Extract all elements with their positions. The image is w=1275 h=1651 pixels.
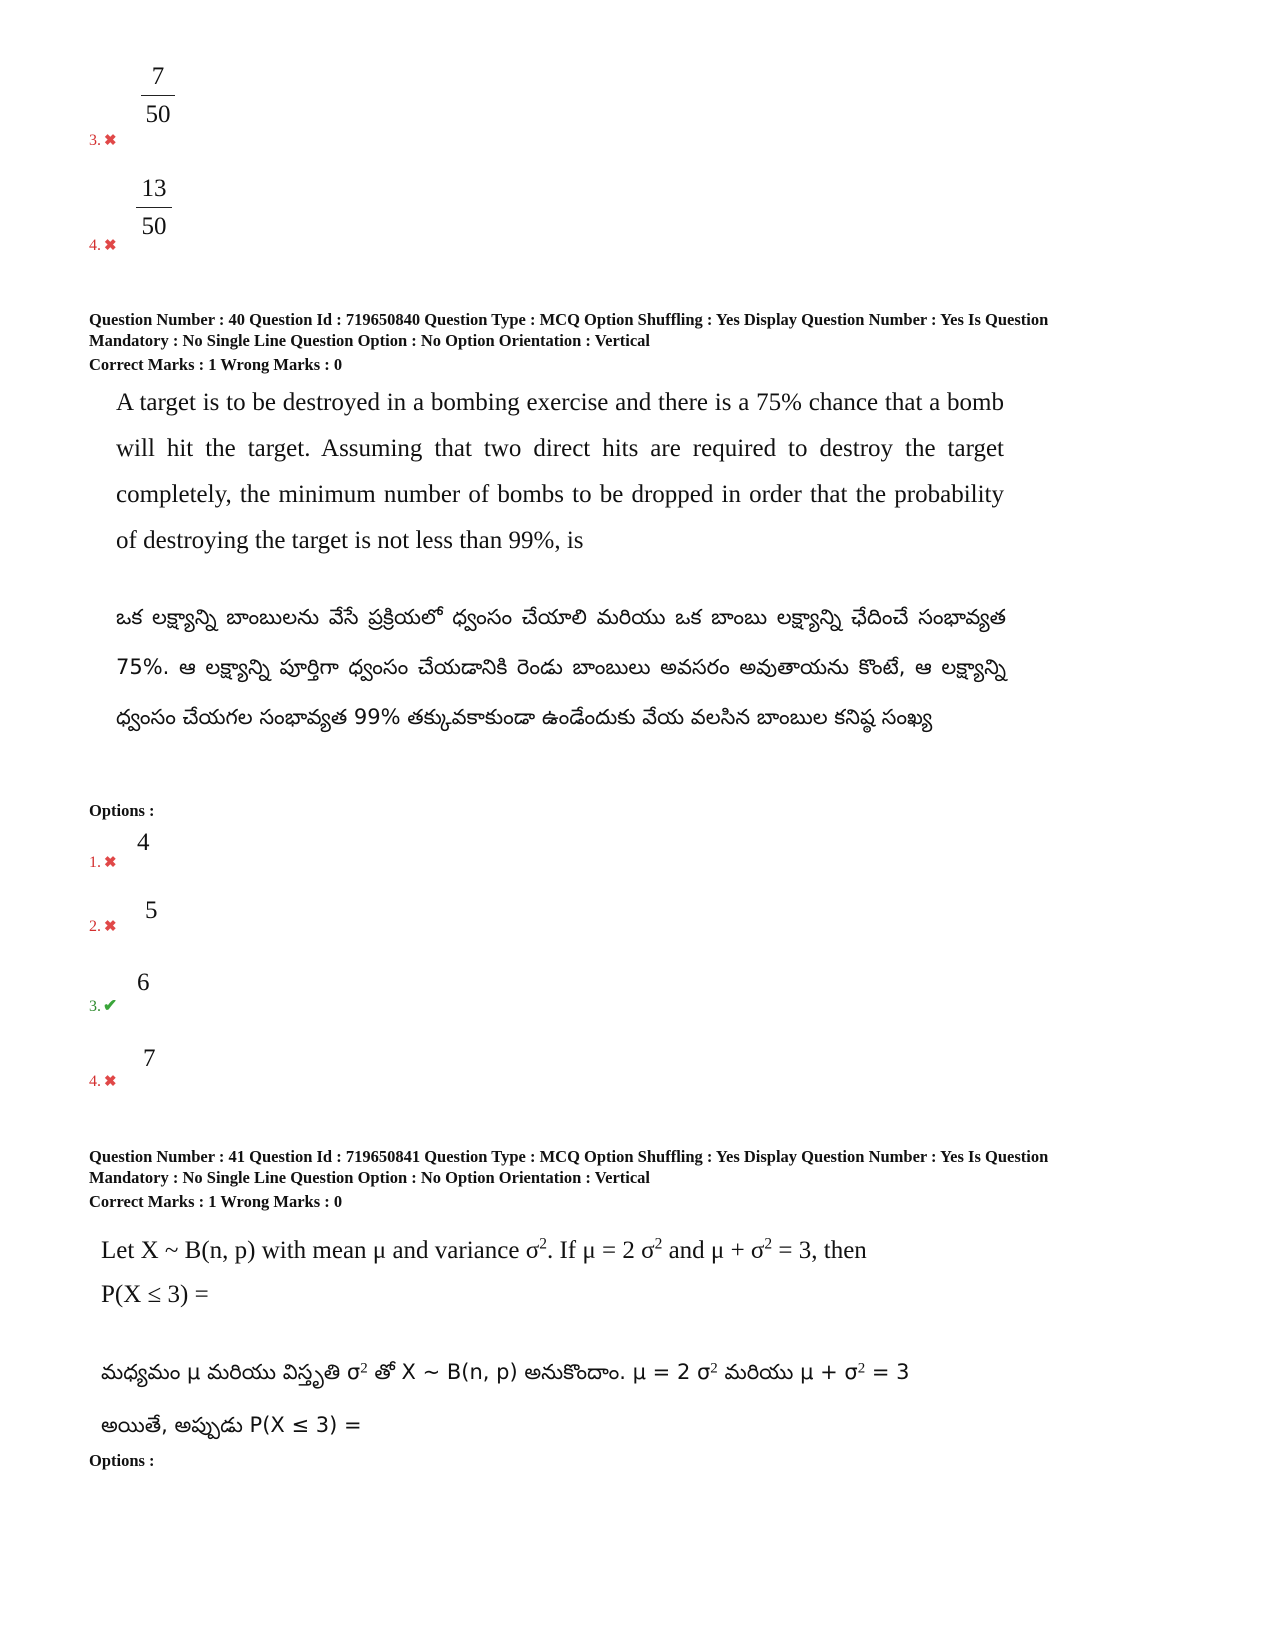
question-line-2: అయితే, అప్పుడు P(X ≤ 3) = bbox=[101, 1413, 362, 1437]
question-text-telugu: ఒక లక్ష్యాన్ని బాంబులను వేసే ప్రక్రియలో ధ్వంసం చేయాలి మరియు ఒక బాంబు లక్ష్యాన్ని ఛేదించే సంభావ్యత 75%. ఆ లక్ష్యాన్ని పూర్తిగా ధ్వంసం చేయడానికి రెండు బాంబులు అవసరం అవుతాయను కొంటే, ఆ లక్ష్యాన్ని ధ్వంసం చేయగల సంభావ్యత 99% తక్కువకాకుండా ఉండేందుకు వేయ వలసిన బాంబుల కనిష్ఠ సంఖ్య bbox=[116, 605, 1006, 729]
option-value: 5 bbox=[145, 897, 158, 924]
option-number-label: 4. bbox=[89, 1073, 101, 1090]
cross-icon: ✖ bbox=[104, 238, 117, 254]
marks-line: Correct Marks : 1 Wrong Marks : 0 bbox=[89, 1192, 343, 1211]
numerator: 7 bbox=[151, 63, 165, 90]
option-value: 6 bbox=[137, 969, 150, 996]
option-number-label: 3. bbox=[89, 998, 101, 1015]
exponent: 2 bbox=[539, 1235, 547, 1253]
text-segment: . If μ = 2 σ bbox=[546, 1237, 655, 1264]
text-segment: Let X ~ B(n, p) with mean μ and variance σ bbox=[101, 1237, 540, 1264]
text-segment: = 3, then bbox=[772, 1237, 867, 1264]
option-number bbox=[89, 917, 117, 936]
text-segment: = 3 bbox=[865, 1360, 910, 1384]
option-number bbox=[89, 853, 117, 872]
text-segment: and μ + σ bbox=[662, 1237, 765, 1264]
question-meta bbox=[89, 309, 1229, 375]
meta-line-1: Question Number : 41 Question Id : 719650841 Question Type : MCQ Option Shuffling : Yes Display Question Number : Yes Is Question bbox=[89, 1147, 1049, 1166]
exponent: 2 bbox=[654, 1235, 663, 1253]
question-line-1 bbox=[101, 1347, 910, 1400]
check-icon: ✔ bbox=[103, 996, 118, 1015]
cross-icon: ✖ bbox=[104, 919, 117, 935]
options-label: Options : bbox=[89, 801, 155, 820]
option-number-label: 3. bbox=[89, 132, 101, 149]
option-number-label: 4. bbox=[89, 237, 101, 254]
option-value: 4 bbox=[137, 829, 150, 856]
cross-icon: ✖ bbox=[104, 1074, 117, 1090]
option-number bbox=[89, 131, 117, 150]
option-number bbox=[89, 996, 117, 1016]
question-meta bbox=[89, 1146, 1229, 1212]
meta-line-1: Question Number : 40 Question Id : 719650840 Question Type : MCQ Option Shuffling : Yes Display Question Number : Yes Is Question bbox=[89, 310, 1049, 329]
cross-icon: ✖ bbox=[104, 855, 117, 871]
question-text-english bbox=[101, 1229, 867, 1317]
option-number-label: 1. bbox=[89, 854, 101, 871]
question-line-2: P(X ≤ 3) = bbox=[101, 1281, 209, 1308]
question-text-telugu bbox=[101, 1347, 910, 1450]
fraction-option-3 bbox=[141, 64, 175, 127]
text-segment: మరియు μ + σ bbox=[717, 1360, 858, 1384]
exponent: 2 bbox=[764, 1235, 773, 1253]
exponent: 2 bbox=[857, 1360, 866, 1377]
marks-line: Correct Marks : 1 Wrong Marks : 0 bbox=[89, 355, 343, 374]
options-label: Options : bbox=[89, 1451, 155, 1470]
meta-line-2: Mandatory : No Single Line Question Option : No Option Orientation : Vertical bbox=[89, 1168, 651, 1187]
option-number bbox=[89, 236, 117, 255]
text-segment: మధ్యమం μ మరియు విస్తృతి σ bbox=[101, 1360, 361, 1384]
option-value: 7 bbox=[143, 1045, 156, 1072]
cross-icon: ✖ bbox=[104, 133, 117, 149]
question-line-1 bbox=[101, 1229, 867, 1273]
text-segment: తో X ~ B(n, p) అనుకొందాం. μ = 2 σ bbox=[367, 1360, 711, 1384]
meta-line-2: Mandatory : No Single Line Question Option : No Option Orientation : Vertical bbox=[89, 331, 651, 350]
exponent: 2 bbox=[710, 1360, 718, 1377]
option-number-label: 2. bbox=[89, 918, 101, 935]
numerator: 13 bbox=[141, 175, 167, 202]
question-text-english: A target is to be destroyed in a bombing exercise and there is a 75% chance that a bomb will hit the target. Assuming that two direct hits are required to destroy the target completely, the minimum number of bombs to be dropped in order that the probability of destroying the target is not less than 99%, is bbox=[116, 389, 1004, 554]
fraction-option-4 bbox=[136, 176, 172, 239]
denominator: 50 bbox=[141, 213, 167, 240]
denominator: 50 bbox=[145, 101, 171, 128]
option-number bbox=[89, 1072, 117, 1091]
exponent: 2 bbox=[360, 1360, 368, 1377]
